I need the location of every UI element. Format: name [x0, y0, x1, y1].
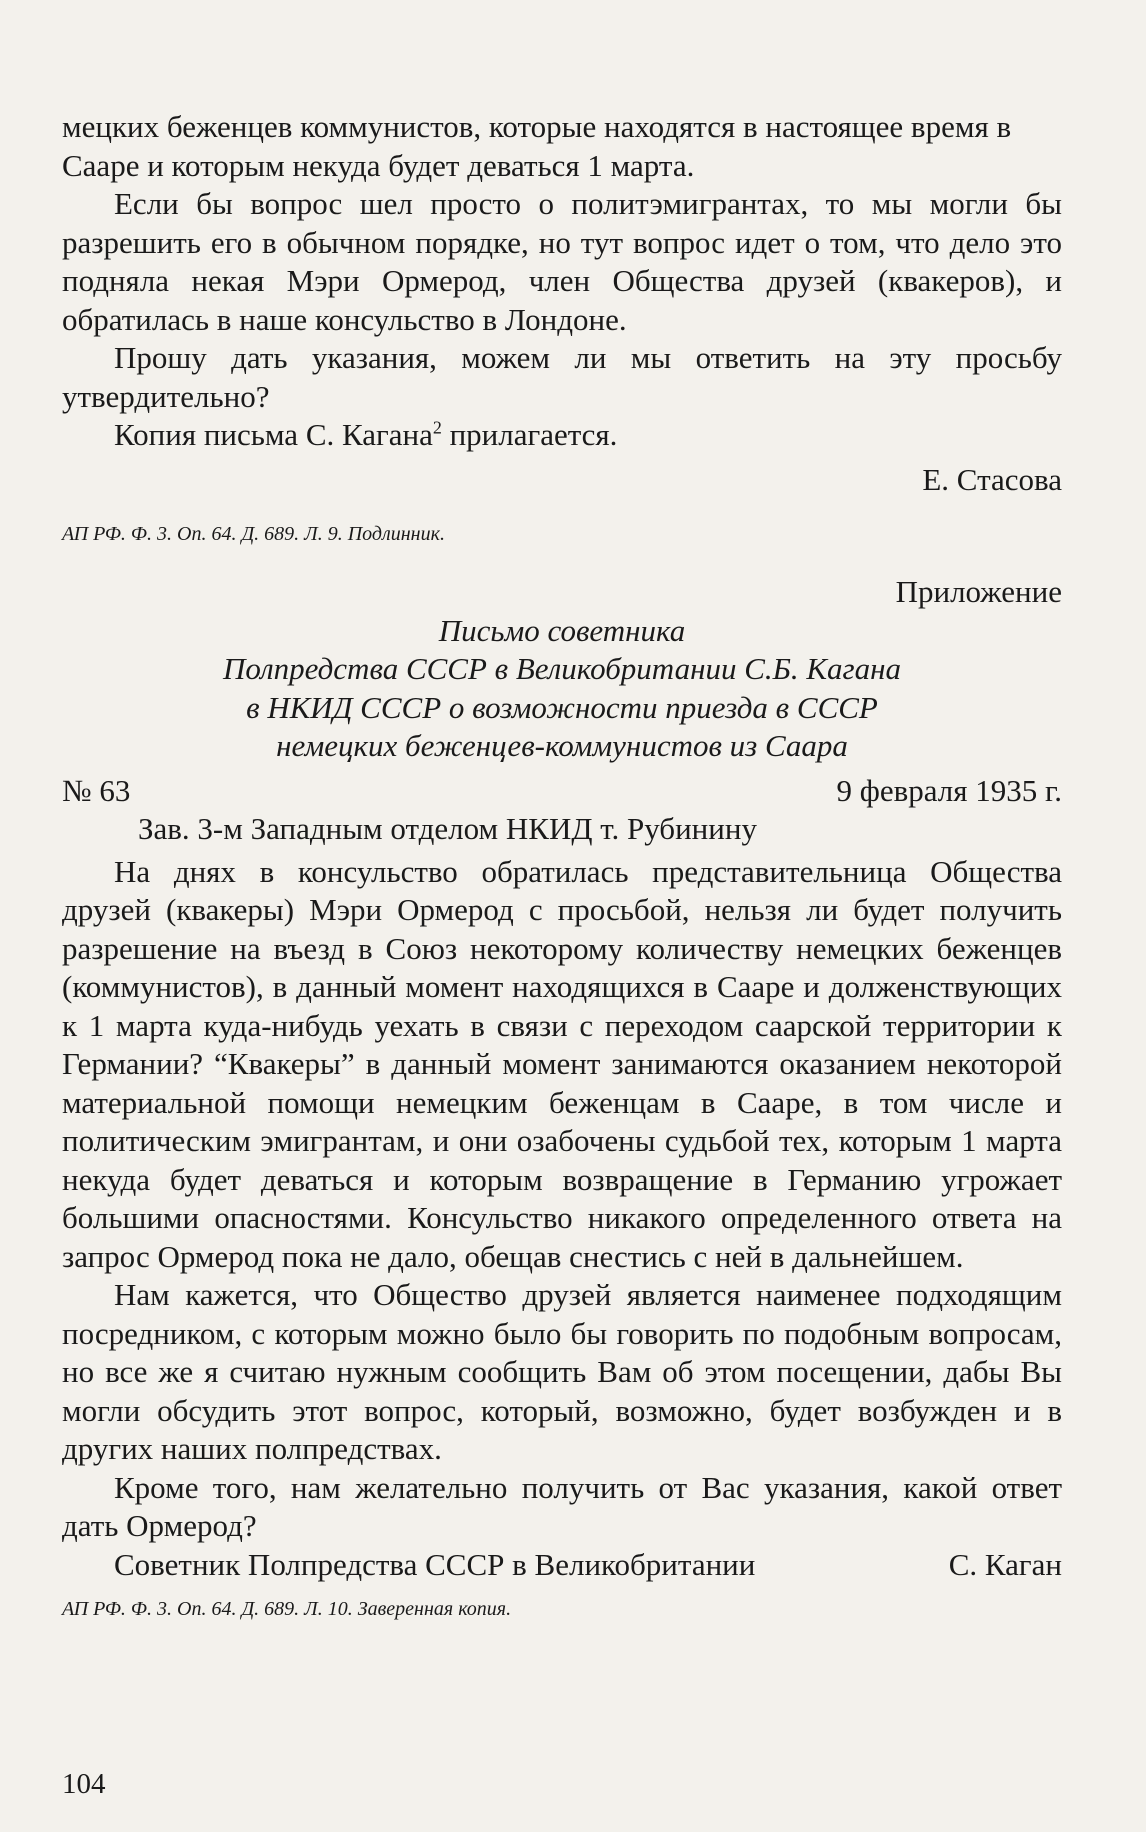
signature-kagan-row [62, 1546, 1062, 1585]
letter-title-line: немецких беженцев-коммунистов из Саара [276, 728, 848, 763]
paragraph-body-3: Кроме того, нам желательно получить от Вас указания, какой ответ дать Ормерод? [62, 1469, 1062, 1543]
paragraph-request: Прошу дать указания, можем ли мы ответить на эту просьбу утвердительно? [62, 340, 1062, 414]
letter-title-line: в НКИД СССР о возможности приезда в СССР [246, 689, 878, 725]
document-number-row [62, 772, 1062, 811]
paragraph-body-1: На днях в консульство обратилась представительница Общества друзей (квакеры) Мэри Ормерод с просьбой, нельзя ли будет получить разрешение на въезд в Союз некоторому количеству немецких беженцев (коммунистов), в данный момент находящихся в Сааре и долженствующих к 1 марта куда-нибудь уехать в связи с переходом саарской территории к Германии? “Квакеры” в данный момент занимаются оказанием некоторой материальной помощи немецким беженцам в Сааре, в том числе и политическим эмигрантам, и они озабочены судьбой тех, которым 1 марта некуда будет деваться и которым возвращение в Германию угрожает большими опасностями. Консульство никакого определенного ответа на запрос Ормерод пока не дало, обещав снестись с ней в дальнейшем. [62, 853, 1062, 1274]
archive-source-2: АП РФ. Ф. 3. Оп. 64. Д. 689. Л. 10. Заверенная копия. [62, 1598, 512, 1620]
addressee: Зав. 3-м Западным отделом НКИД т. Рубинину [138, 811, 757, 846]
paragraph-copy-note [62, 416, 1062, 455]
footnote-marker: 2 [432, 417, 442, 438]
letter-title-line: Письмо советника [438, 612, 686, 648]
letter-title [62, 612, 1062, 766]
paragraph-continuation: мецких беженцев коммунистов, которые находятся в настоящее время в Сааре и которым некуда будет деваться 1 марта. [62, 109, 1012, 183]
document-number: № 63 [62, 772, 131, 808]
signature-stasova: Е. Стасова [922, 461, 1062, 497]
paragraph-politemigrants: Если бы вопрос шел просто о политэмигрантах, то мы могли бы разрешить его в обычном порядке, но тут вопрос идет о том, что дело это подняла некая Мэри Ормерод, член Общества друзей (квакеров), и обратилась в наше консульство в Лондоне. [62, 186, 1062, 337]
signature-title: Советник Полпредства СССР в Великобритании [114, 1546, 756, 1582]
copy-note-tail: прилагается. [441, 417, 618, 452]
signature-name: С. Каган [948, 1546, 1062, 1582]
archive-source-1: АП РФ. Ф. 3. Оп. 64. Д. 689. Л. 9. Подлинник. [62, 523, 445, 545]
appendix-label: Приложение [895, 574, 1062, 609]
page-number: 104 [62, 1768, 106, 1800]
document-page [62, 108, 1062, 1622]
copy-note-text: Копия письма С. Кагана [114, 417, 433, 452]
document-date: 9 февраля 1935 г. [836, 772, 1062, 808]
letter-title-line: Полпредства СССР в Великобритании С.Б. Кагана [223, 651, 901, 686]
paragraph-body-2: Нам кажется, что Общество друзей является наименее подходящим посредником, с которым можно было бы говорить по подобным вопросам, но все же я считаю нужным сообщить Вам об этом посещении, дабы Вы могли обсудить этот вопрос, который, возможно, будет возбужден и в других наших полпредствах. [62, 1277, 1062, 1466]
